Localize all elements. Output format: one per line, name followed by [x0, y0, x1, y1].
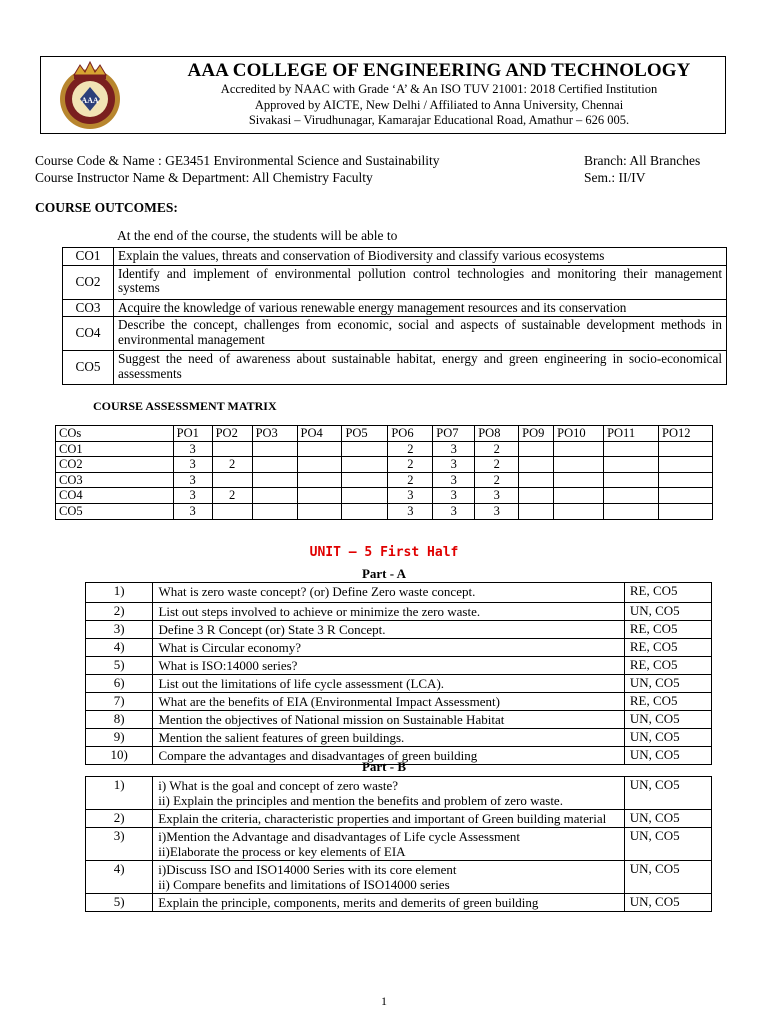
question-text: Define 3 R Concept (or) State 3 R Concept. — [153, 621, 624, 639]
question-level-co: UN, CO5 — [624, 861, 711, 894]
matrix-cell — [297, 472, 342, 488]
question-text: What is zero waste concept? (or) Define Zero waste concept. — [153, 583, 624, 603]
matrix-cell: 3 — [173, 441, 212, 457]
question-level-co: UN, CO5 — [624, 711, 711, 729]
co-code: CO4 — [63, 317, 114, 351]
question-line: i)Discuss ISO and ISO14000 Series with its core element — [158, 862, 457, 877]
matrix-cell — [519, 457, 554, 473]
matrix-header-cell: COs — [56, 426, 174, 442]
matrix-cell — [297, 503, 342, 519]
question-number: 9) — [86, 729, 153, 747]
question-level-co: UN, CO5 — [624, 894, 711, 912]
matrix-cell — [297, 488, 342, 504]
matrix-cell: CO5 — [56, 503, 174, 519]
matrix-cell: 2 — [212, 488, 252, 504]
question-level-co: RE, CO5 — [624, 657, 711, 675]
co-code: CO3 — [63, 299, 114, 317]
matrix-row — [56, 472, 713, 488]
question-number: 1) — [86, 777, 153, 810]
question-text — [153, 828, 625, 861]
college-header — [40, 56, 726, 134]
matrix-cell: 3 — [173, 457, 212, 473]
question-level-co: UN, CO5 — [624, 747, 711, 765]
question-row — [86, 657, 712, 675]
matrix-cell — [342, 472, 388, 488]
question-level-co: UN, CO5 — [624, 729, 711, 747]
question-number: 5) — [86, 894, 153, 912]
course-outcomes-intro: At the end of the course, the students will be able to — [117, 228, 398, 243]
question-row — [86, 603, 712, 621]
course-semester: Sem.: II/IV — [584, 170, 646, 185]
matrix-header-cell: PO2 — [212, 426, 252, 442]
question-row — [86, 711, 712, 729]
question-line: ii) Explain the principles and mention the benefits and problem of zero waste. — [158, 793, 563, 808]
matrix-cell — [604, 457, 659, 473]
question-level-co: RE, CO5 — [624, 583, 711, 603]
question-number: 4) — [86, 639, 153, 657]
question-row — [86, 621, 712, 639]
part-b-table — [85, 776, 712, 912]
matrix-cell — [604, 503, 659, 519]
matrix-cell — [342, 488, 388, 504]
matrix-cell — [554, 457, 604, 473]
course-outcomes-table — [62, 247, 727, 385]
co-row — [63, 351, 727, 385]
question-number: 1) — [86, 583, 153, 603]
matrix-cell: CO4 — [56, 488, 174, 504]
question-level-co: UN, CO5 — [624, 828, 711, 861]
course-branch: Branch: All Branches — [584, 153, 701, 168]
question-row — [86, 693, 712, 711]
matrix-cell — [297, 441, 342, 457]
matrix-header-cell: PO12 — [659, 426, 713, 442]
question-level-co: RE, CO5 — [624, 693, 711, 711]
matrix-cell: CO1 — [56, 441, 174, 457]
matrix-cell: 3 — [475, 488, 519, 504]
matrix-header-cell: PO9 — [519, 426, 554, 442]
question-row — [86, 894, 712, 912]
co-description: Acquire the knowledge of various renewable energy management resources and its conservation — [114, 299, 727, 317]
matrix-cell: 3 — [388, 503, 433, 519]
matrix-header-row — [56, 426, 713, 442]
matrix-row — [56, 441, 713, 457]
question-number: 6) — [86, 675, 153, 693]
co-code: CO2 — [63, 265, 114, 299]
matrix-cell — [342, 457, 388, 473]
question-text — [153, 894, 625, 912]
matrix-cell: 3 — [433, 441, 475, 457]
matrix-cell: CO3 — [56, 472, 174, 488]
matrix-cell — [554, 472, 604, 488]
co-row — [63, 248, 727, 266]
course-code-name: Course Code & Name : GE3451 Environmental Science and Sustainability — [35, 153, 440, 168]
matrix-cell — [252, 457, 297, 473]
question-line: ii)Elaborate the process or key elements of EIA — [158, 844, 406, 859]
question-row — [86, 777, 712, 810]
co-description: Explain the values, threats and conservation of Biodiversity and classify various ecosystems — [114, 248, 727, 266]
question-row — [86, 861, 712, 894]
matrix-cell: 3 — [173, 488, 212, 504]
co-row — [63, 299, 727, 317]
matrix-cell — [342, 503, 388, 519]
matrix-cell — [342, 441, 388, 457]
matrix-header-cell: PO10 — [554, 426, 604, 442]
question-row — [86, 810, 712, 828]
question-text: Compare the advantages and disadvantages of green building — [153, 747, 624, 765]
approval-line: Approved by AICTE, New Delhi / Affiliated to Anna University, Chennai — [254, 98, 624, 112]
matrix-cell — [519, 472, 554, 488]
college-crest-icon — [54, 59, 126, 131]
question-level-co: UN, CO5 — [624, 675, 711, 693]
question-row — [86, 583, 712, 603]
matrix-cell: 3 — [173, 472, 212, 488]
matrix-cell — [659, 441, 713, 457]
question-text — [153, 861, 625, 894]
co-description: Identify and implement of environmental pollution control technologies and monitoring their management systems — [114, 265, 727, 299]
course-outcomes-heading: COURSE OUTCOMES: — [35, 200, 178, 215]
matrix-header-cell: PO6 — [388, 426, 433, 442]
matrix-cell: 2 — [212, 457, 252, 473]
matrix-cell — [297, 457, 342, 473]
question-line: Explain the criteria, characteristic properties and important of Green building material — [158, 811, 607, 826]
matrix-cell — [554, 488, 604, 504]
question-text: List out the limitations of life cycle assessment (LCA). — [153, 675, 624, 693]
question-text: What is ISO:14000 series? — [153, 657, 624, 675]
question-row — [86, 729, 712, 747]
question-text — [153, 777, 625, 810]
matrix-cell: 3 — [433, 472, 475, 488]
matrix-cell — [252, 488, 297, 504]
matrix-cell — [659, 457, 713, 473]
question-text: List out steps involved to achieve or minimize the zero waste. — [153, 603, 624, 621]
matrix-cell: CO2 — [56, 457, 174, 473]
matrix-row — [56, 503, 713, 519]
matrix-cell — [212, 472, 252, 488]
matrix-cell — [519, 488, 554, 504]
matrix-cell — [604, 441, 659, 457]
question-level-co: RE, CO5 — [624, 639, 711, 657]
question-level-co: RE, CO5 — [624, 621, 711, 639]
page-number: 1 — [381, 994, 387, 1008]
matrix-cell: 2 — [475, 472, 519, 488]
question-number: 7) — [86, 693, 153, 711]
question-number: 8) — [86, 711, 153, 729]
matrix-row — [56, 457, 713, 473]
assessment-matrix-table — [55, 425, 713, 520]
assessment-matrix-heading: COURSE ASSESSMENT MATRIX — [93, 399, 277, 413]
question-level-co: UN, CO5 — [624, 777, 711, 810]
question-row — [86, 675, 712, 693]
matrix-cell: 2 — [475, 441, 519, 457]
co-description: Suggest the need of awareness about sustainable habitat, energy and green engineering in socio-economical assessments — [114, 351, 727, 385]
co-row — [63, 265, 727, 299]
matrix-cell — [554, 441, 604, 457]
question-line: Explain the principle, components, merits and demerits of green building — [158, 895, 539, 910]
question-line: i)Mention the Advantage and disadvantages of Life cycle Assessment — [158, 829, 520, 844]
matrix-cell: 2 — [388, 457, 433, 473]
question-number: 2) — [86, 603, 153, 621]
svg-text:AAA: AAA — [81, 96, 99, 105]
matrix-cell — [519, 441, 554, 457]
matrix-cell: 3 — [475, 503, 519, 519]
question-number: 3) — [86, 828, 153, 861]
accreditation-line: Accredited by NAAC with Grade ‘A’ & An ISO TUV 21001: 2018 Certified Institution — [220, 82, 658, 96]
matrix-cell — [659, 488, 713, 504]
matrix-cell: 3 — [433, 503, 475, 519]
matrix-header-cell: PO5 — [342, 426, 388, 442]
matrix-cell — [659, 503, 713, 519]
question-level-co: UN, CO5 — [624, 603, 711, 621]
matrix-row — [56, 488, 713, 504]
matrix-cell: 3 — [388, 488, 433, 504]
question-number: 10) — [86, 747, 153, 765]
question-number: 5) — [86, 657, 153, 675]
matrix-cell — [212, 503, 252, 519]
question-number: 2) — [86, 810, 153, 828]
question-text — [153, 810, 625, 828]
question-text: What are the benefits of EIA (Environmental Impact Assessment) — [153, 693, 624, 711]
question-number: 4) — [86, 861, 153, 894]
part-a-table — [85, 582, 712, 765]
matrix-cell: 2 — [388, 472, 433, 488]
question-text: What is Circular economy? — [153, 639, 624, 657]
matrix-cell — [604, 472, 659, 488]
matrix-cell — [604, 488, 659, 504]
question-text: Mention the salient features of green buildings. — [153, 729, 624, 747]
matrix-cell — [252, 472, 297, 488]
question-line: i) What is the goal and concept of zero waste? — [158, 778, 399, 793]
matrix-cell — [659, 472, 713, 488]
matrix-header-cell: PO8 — [475, 426, 519, 442]
matrix-cell: 3 — [173, 503, 212, 519]
matrix-cell — [519, 503, 554, 519]
matrix-header-cell: PO4 — [297, 426, 342, 442]
course-instructor: Course Instructor Name & Department: All Chemistry Faculty — [35, 170, 373, 185]
co-code: CO1 — [63, 248, 114, 266]
part-b-title: Part - B — [361, 759, 407, 774]
unit-title: UNIT – 5 First Half — [309, 545, 459, 560]
matrix-header-cell: PO1 — [173, 426, 212, 442]
college-name: AAA COLLEGE OF ENGINEERING AND TECHNOLOGY — [187, 60, 691, 81]
question-level-co: UN, CO5 — [624, 810, 711, 828]
question-row — [86, 828, 712, 861]
matrix-cell — [252, 503, 297, 519]
question-line: ii) Compare benefits and limitations of ISO14000 series — [158, 877, 450, 892]
matrix-cell — [252, 441, 297, 457]
matrix-cell: 2 — [388, 441, 433, 457]
co-row — [63, 317, 727, 351]
matrix-cell — [554, 503, 604, 519]
co-code: CO5 — [63, 351, 114, 385]
matrix-cell: 3 — [433, 488, 475, 504]
question-number: 3) — [86, 621, 153, 639]
question-text: Mention the objectives of National mission on Sustainable Habitat — [153, 711, 624, 729]
question-row — [86, 639, 712, 657]
matrix-header-cell: PO11 — [604, 426, 659, 442]
matrix-cell — [212, 441, 252, 457]
part-a-title: Part - A — [361, 566, 407, 581]
co-description: Describe the concept, challenges from economic, social and aspects of sustainable development methods in environmental management — [114, 317, 727, 351]
address-line: Sivakasi – Virudhunagar, Kamarajar Educational Road, Amathur – 626 005. — [248, 113, 630, 127]
matrix-header-cell: PO7 — [433, 426, 475, 442]
matrix-header-cell: PO3 — [252, 426, 297, 442]
matrix-cell: 3 — [433, 457, 475, 473]
matrix-cell: 2 — [475, 457, 519, 473]
